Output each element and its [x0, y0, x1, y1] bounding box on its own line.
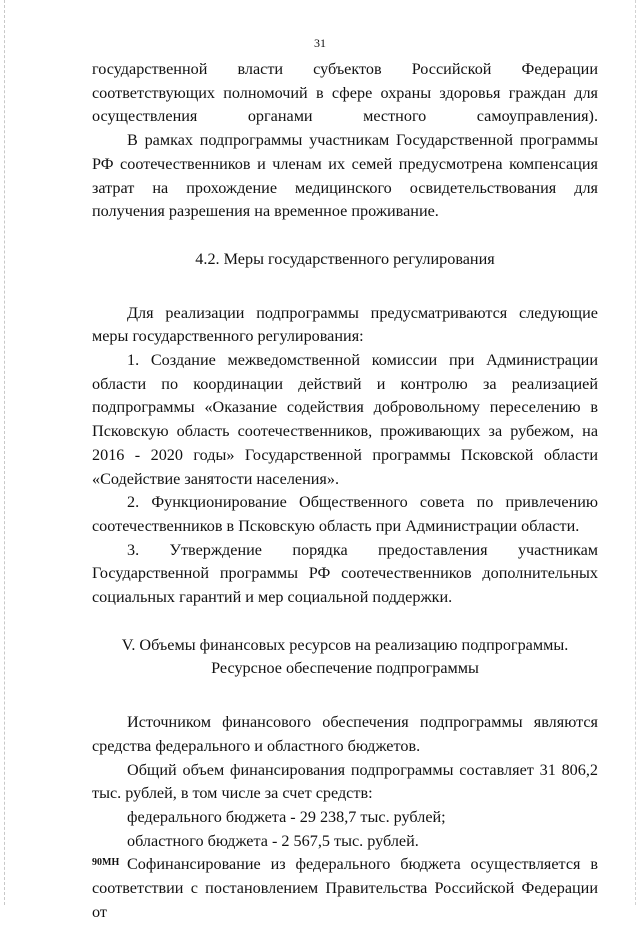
funding-regional: областного бюджета - 2 567,5 тыс. рублей.	[127, 831, 419, 850]
section-heading-v-line2: Ресурсное обеспечение подпрограммы	[211, 659, 479, 678]
paragraph-total-funding: Общий объем финансирования подпрограммы составляет 31 806,2 тыс. рублей, в том числе за счет средств:	[92, 760, 598, 803]
paragraph-compensation: В рамках подпрограммы участникам Государственной программы РФ соотечественников и членам их семей предусмотрена компенсация затрат на прохождение медицинского освидетельствования для получения разрешения на временное проживание.	[92, 131, 598, 221]
paragraph-continuation: государственной власти субъектов Российской Федерации соответствующих полномочий в сфере охраны здоровья граждан для осуществления органами местного самоуправления).	[92, 60, 598, 126]
paragraph-cofinancing: Софинансирование из федерального бюджета осуществляется в соответствии с постановлением Правительства Российской Федерации от	[92, 855, 598, 921]
scan-edge-right	[635, 0, 637, 905]
section-heading-v-line1: V. Объемы финансовых ресурсов на реализацию подпрограммы.	[121, 635, 569, 654]
footer-code: 90МН	[92, 857, 120, 868]
paragraph-funding-sources: Источником финансового обеспечения подпрограммы являются средства федерального и областного бюджетов.	[92, 713, 598, 755]
list-item-3: 3. Утверждение порядка предоставления участникам Государственной программы РФ соотечественников дополнительных социальных гарантий и мер социальной поддержки.	[92, 540, 598, 607]
paragraph-measures-intro: Для реализации подпрограммы предусматриваются следующие меры государственного регулирования:	[92, 303, 598, 346]
list-item-1: 1. Создание межведомственной комиссии при Администрации области по координации действий и контролю за реализацией подпрограммы «Оказание содействия добровольному переселению в Псковскую область соотечественников, проживающих за рубежом, на 2016 - 2020 годы» Государственной программы Псковской области «Содействие занятости населения».	[92, 351, 598, 488]
list-item-2: 2. Функционирование Общественного совета по привлечению соотечественников в Псковскую область при Администрации области.	[92, 493, 598, 535]
section-heading-4-2: 4.2. Меры государственного регулирования	[195, 249, 495, 268]
funding-federal: федерального бюджета - 29 238,7 тыс. рублей;	[127, 807, 446, 826]
scan-edge-left	[4, 0, 6, 905]
page-body	[92, 58, 598, 925]
page-number: 31	[314, 36, 326, 50]
